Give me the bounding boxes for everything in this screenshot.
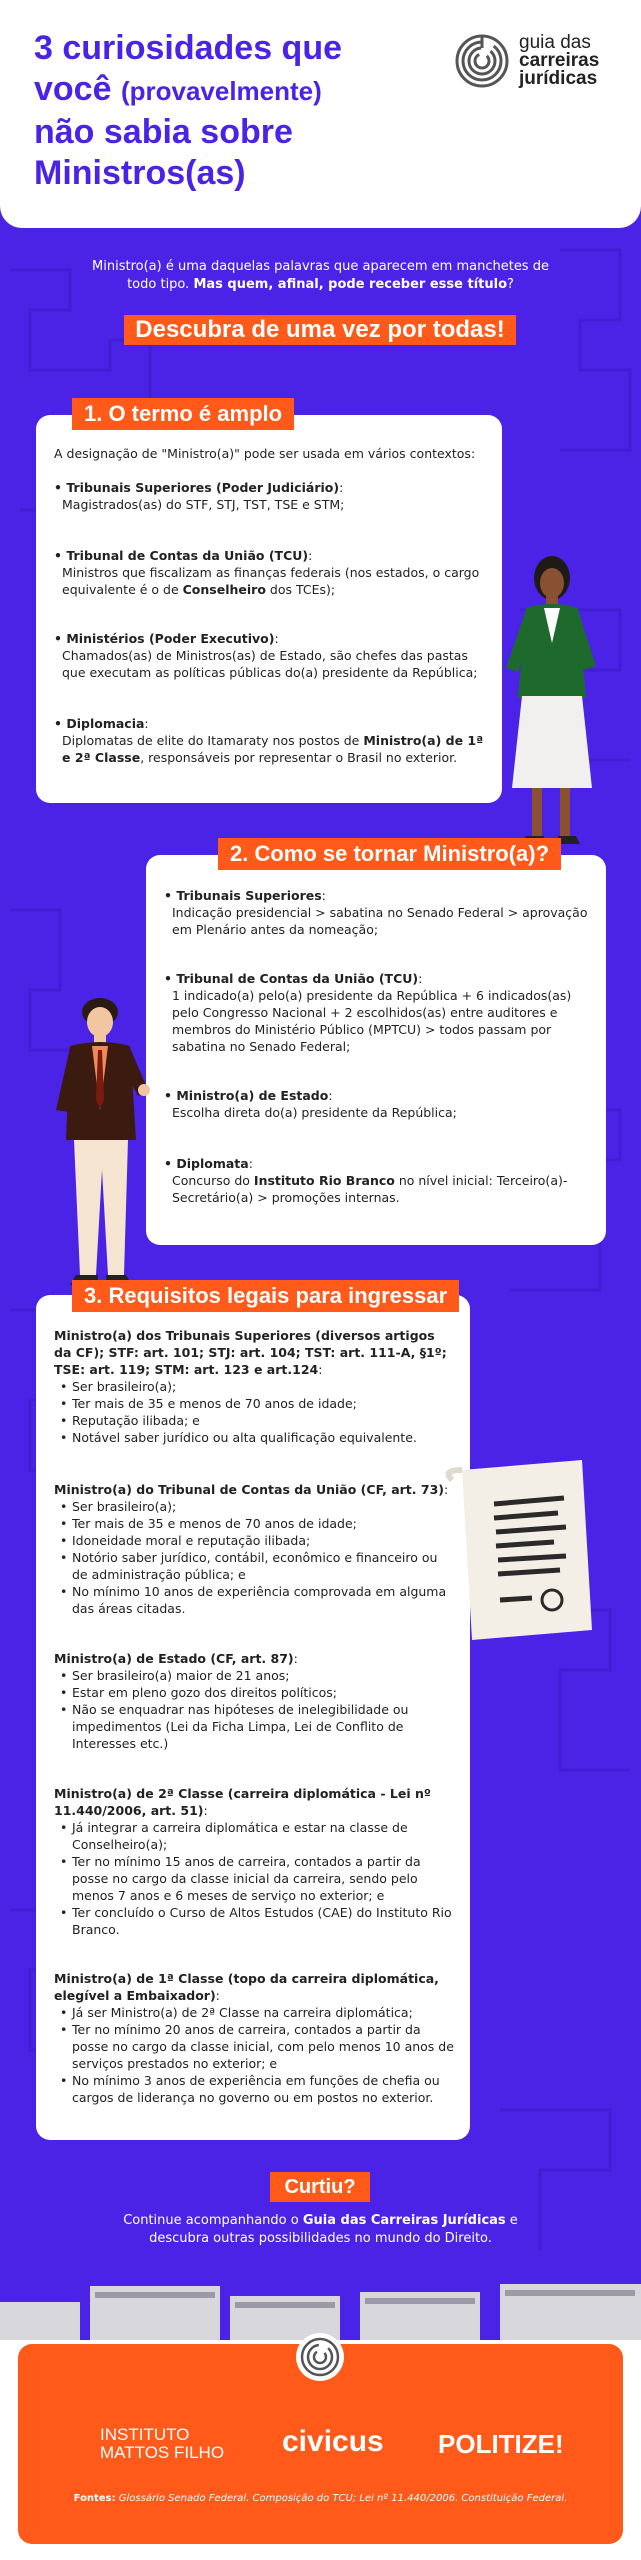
item-head: Tribunal de Contas da União (TCU) [176, 971, 419, 986]
woman-illustration [496, 548, 606, 848]
group-tail: : [203, 1803, 208, 1818]
guia-logo [455, 34, 599, 88]
item-head: Diplomata [176, 1156, 249, 1171]
item-tail: : [321, 888, 326, 903]
footer-labyrinth-icon [295, 2332, 345, 2382]
bullet: • Ter no mínimo 20 anos de carreira, contados a partir da posse no cargo da classe inicial, com pelo menos 10 anos de serviços prestados no exterior; e [60, 2021, 454, 2072]
bullet: • Notável saber jurídico ou alta qualificação equivalente. [60, 1429, 454, 1446]
item-body: Chamados(as) de Ministros(as) de Estado, são chefes das pastas que executam as políticas públicas do(a) presidente da República; [62, 648, 478, 680]
item-body-bold: Instituto Rio Branco [253, 1173, 395, 1188]
item-head: Tribunais Superiores [176, 888, 322, 903]
page-title [34, 28, 434, 194]
item-body-end: no nível inicial: Terceiro(a)-Secretário(a) > promoções internas. [172, 1173, 568, 1205]
bullet: • Ter no mínimo 15 anos de carreira, contados a partir da posse no cargo da classe inicial da carreira, sendo pelo menos 7 anos e 6 meses de serviço no exterior; e [60, 1853, 454, 1904]
group-tail: : [318, 1362, 323, 1377]
item-head: Diplomacia [66, 716, 145, 731]
intro-text-b: Mas quem, afinal, pode receber esse título [193, 277, 508, 292]
section3-group-tcu [54, 1481, 454, 1617]
item-body: Indicação presidencial > sabatina no Senado Federal > aprovação em Plenário antes da nomeação; [172, 905, 588, 937]
guia-link[interactable]: Guia das Carreiras Jurídicas [302, 2213, 506, 2228]
title-line-4: Ministros(as) [34, 154, 246, 192]
section1-card [36, 415, 502, 803]
logo-line-2: carreiras [519, 50, 600, 71]
section1-item-ministerios: • Ministérios (Poder Executivo): Chamados(as) de Ministros(as) de Estado, são chefes das pastas que executam as políticas públicas do(a) presidente da República; [54, 630, 494, 681]
sources-text [40, 2493, 601, 2504]
item-body-end: dos TCEs); [265, 582, 336, 597]
bullet: • Ser brasileiro(a); [60, 1378, 454, 1395]
item-tail: : [274, 631, 279, 646]
section3-card [36, 1295, 470, 2140]
civicus-logo: civicus [282, 2425, 384, 2458]
section2-item-tcu: • Tribunal de Contas da União (TCU): 1 indicado(a) pelo(a) presidente da República + 6 indicados(as) pelo Congresso Nacional + 2 escolhidos(as) entre auditores e membros do Ministério Público (MPTCU) > todos passam por sabatina no Senado Federal; [164, 970, 592, 1055]
group-tail: : [443, 1482, 449, 1497]
bullet: • No mínimo 3 anos de experiência em funções de chefia ou cargos de liderança no governo ou em postos no exterior. [60, 2072, 454, 2106]
section3-group-2a-classe [54, 1785, 454, 1938]
logo-line-3: jurídicas [519, 68, 598, 89]
man-illustration [52, 990, 152, 1290]
section1-lead: A designação de "Ministro(a)" pode ser usada em vários contextos: [54, 446, 476, 461]
group-head: Ministro(a) do Tribunal de Contas da União (CF, art. 73) [54, 1482, 444, 1497]
instituto-mattos-filho-logo [100, 2426, 224, 2462]
item-body-end: , responsáveis por representar o Brasil no exterior. [140, 750, 458, 765]
sources-body: Glossário Senado Federal. Composição do TCU; Lei nº 11.440/2006. Constituição Federal. [115, 2493, 568, 2504]
group-head: Ministro(a) de 1ª Classe (topo da carreira diplomática, elegível a Embaixador) [54, 1971, 439, 2003]
closing-text [100, 2212, 541, 2248]
labyrinth-logo-icon [455, 34, 509, 88]
bullet: • Idoneidade moral e reputação ilibada; [60, 1532, 454, 1549]
group-head: Ministro(a) dos Tribunais Superiores (diversos artigos da CF); STF: art. 101; STJ: art. 104; TST: art. 111-A, §1º; TSE: art. 119; STM: art. 123 e art.124 [54, 1328, 447, 1377]
title-line-2a: você [34, 70, 112, 108]
cta-banner: Descubra de uma vez por todas! [124, 315, 516, 345]
item-body: Concurso do [172, 1173, 254, 1188]
item-body: 1 indicado(a) pelo(a) presidente da República + 6 indicados(as) pelo Congresso Nacional + 2 escolhidos(as) entre auditores e membros do Ministério Público (MPTCU) > todos passam por sabatina no Senado Federal; [172, 988, 572, 1054]
header [0, 0, 641, 228]
group-bullets [54, 1819, 454, 1938]
item-head: Tribunal de Contas da União (TCU) [66, 548, 309, 563]
logo-line-1: guia das [519, 32, 591, 53]
item-body: Escolha direta do(a) presidente da República; [172, 1105, 457, 1120]
bullet: • Já ser Ministro(a) de 2ª Classe na carreira diplomática; [60, 2004, 454, 2021]
bullet: • Estar em pleno gozo dos direitos políticos; [60, 1684, 454, 1701]
logo-text [519, 34, 599, 88]
bullet: • Notório saber jurídico, contábil, econômico e financeiro ou de administração pública; e [60, 1549, 454, 1583]
group-head: Ministro(a) de Estado (CF, art. 87) [54, 1651, 294, 1666]
intro-text-c: ? [507, 277, 514, 292]
title-line-3: não sabia sobre [34, 113, 293, 151]
group-bullets [54, 1498, 454, 1617]
intro-text-a: Ministro(a) é uma daquelas palavras que aparecem em manchetes de todo tipo. [92, 259, 549, 292]
section2-item-tribunais: • Tribunais Superiores: Indicação presidencial > sabatina no Senado Federal > aprovação em Plenário antes da nomeação; [164, 887, 592, 938]
group-bullets [54, 1667, 454, 1752]
bullet: • No mínimo 10 anos de experiência comprovada em alguma das áreas citadas. [60, 1583, 454, 1617]
item-body: Ministros que fiscalizam as finanças federais (nos estados, o cargo equivalente é o de [62, 565, 480, 597]
item-tail: : [418, 971, 423, 986]
section1-item-diplomacia: • Diplomacia: Diplomatas de elite do Itamaraty nos postos de Ministro(a) de 1ª e 2ª Classe, responsáveis por representar o Brasil no exterior. [54, 716, 484, 765]
closing-text-c: e descubra outras possibilidades no mundo do Direito. [149, 2213, 518, 2246]
group-tail: : [293, 1651, 298, 1666]
item-tail: : [144, 716, 149, 731]
bullet: • Ser brasileiro(a) maior de 21 anos; [60, 1667, 454, 1684]
bullet: • Ter mais de 35 e menos de 70 anos de idade; [60, 1515, 454, 1532]
section2-title: 2. Como se tornar Ministro(a)? [218, 838, 561, 870]
bullet: • Não se enquadrar nas hipóteses de inelegibilidade ou impedimentos (Lei da Ficha Limpa, Lei de Conflito de Interesses etc.) [60, 1701, 454, 1752]
item-head: Tribunais Superiores (Poder Judiciário) [66, 480, 340, 495]
closing-text-a: Continue acompanhando o [123, 2213, 303, 2228]
title-line-2b: (provavelmente) [120, 76, 322, 106]
item-body-bold: Conselheiro [182, 582, 266, 597]
bullet: • Reputação ilibada; e [60, 1412, 454, 1429]
section2-item-estado: • Ministro(a) de Estado: Escolha direta do(a) presidente da República; [164, 1087, 592, 1121]
bullet: • Ser brasileiro(a); [60, 1498, 454, 1515]
item-head: Ministro(a) de Estado [176, 1088, 329, 1103]
item-tail: : [308, 548, 313, 563]
sources-label: Fontes: [73, 2493, 116, 2504]
document-illustration [432, 1450, 612, 1650]
item-tail: : [339, 480, 344, 495]
item-head: Ministérios (Poder Executivo) [66, 631, 275, 646]
section2-item-diplomata: • Diplomata: Concurso do Instituto Rio Branco no nível inicial: Terceiro(a)-Secretário(a) > promoções internas. [164, 1156, 568, 1205]
item-tail: : [328, 1088, 333, 1103]
group-bullets [54, 2004, 454, 2106]
intro-text [80, 258, 561, 294]
section3-group-tribunais [54, 1327, 454, 1446]
item-body: Magistrados(as) do STF, STJ, TST, TSE e STM; [62, 497, 345, 512]
bullet: • Ter mais de 35 e menos de 70 anos de idade; [60, 1395, 454, 1412]
section3-group-1a-classe [54, 1970, 454, 2106]
curtiu-badge: Curtiu? [270, 2172, 370, 2202]
item-body: Diplomatas de elite do Itamaraty nos postos de [62, 733, 364, 748]
brand1-line-2: MATTOS FILHO [100, 2443, 225, 2462]
group-head: Ministro(a) de 2ª Classe (carreira diplomática - Lei nº 11.440/2006, art. 51) [54, 1786, 431, 1818]
bullet: • Ter concluído o Curso de Altos Estudos (CAE) do Instituto Rio Branco. [60, 1904, 454, 1938]
section1-item-tribunais: • Tribunais Superiores (Poder Judiciário): Magistrados(as) do STF, STJ, TST, TSE e STM; [54, 480, 345, 512]
section1-title: 1. O termo é amplo [72, 398, 294, 430]
section1-item-tcu: • Tribunal de Contas da União (TCU): Ministros que fiscalizam as finanças federais (nos estados, o cargo equivalente é o de Conselheiro dos TCEs); [54, 548, 480, 597]
group-tail: : [215, 1988, 220, 2003]
section3-title: 3. Requisitos legais para ingressar [72, 1280, 459, 1312]
item-body-bold: Ministro(a) de 1ª e 2ª Classe [62, 733, 484, 765]
group-bullets [54, 1378, 454, 1446]
brand1-line-1: INSTITUTO [100, 2425, 190, 2444]
section3-group-estado [54, 1650, 454, 1752]
politize-logo: POLITIZE! [438, 2429, 564, 2459]
item-tail: : [248, 1156, 253, 1171]
title-line-1: 3 curiosidades que [34, 29, 342, 67]
section2-card [146, 855, 606, 1245]
bullet: • Já integrar a carreira diplomática e estar na classe de Conselheiro(a); [60, 1819, 454, 1853]
